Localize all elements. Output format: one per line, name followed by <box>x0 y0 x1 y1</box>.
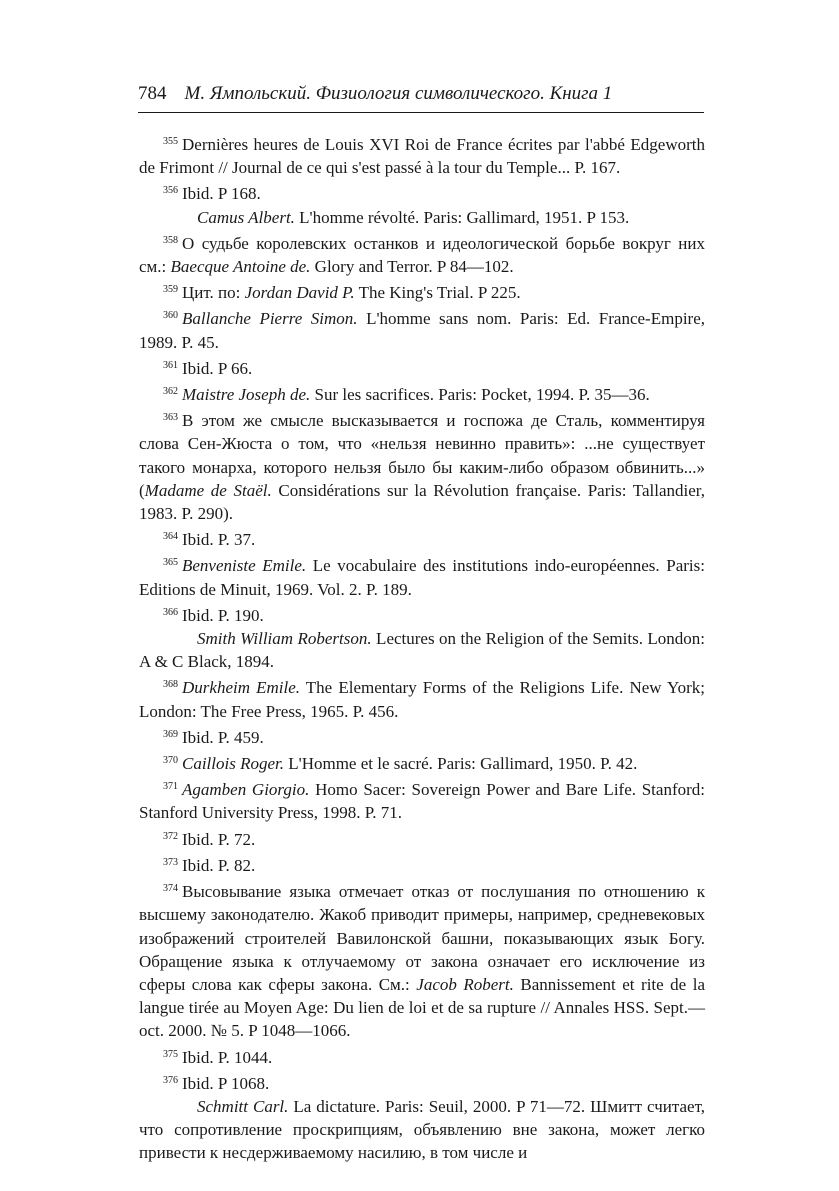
footnote <box>139 851 705 877</box>
footnote-number: 373 <box>163 856 178 868</box>
footnote-number: 361 <box>163 359 178 371</box>
footnote <box>139 406 705 525</box>
footnote-author: Caillois Roger. <box>182 754 285 774</box>
footnote-text: Bannissement et rite de la langue tirée au Moyen Age: Du lien de loi et de sa rupture // Annales HSS. Sept.—oct. 2000. № 5. P 1048—1066. <box>139 974 705 1041</box>
footnote-author: Schmitt Carl. <box>197 1096 289 1116</box>
footnote-text: Высовывание языка отмечает отказ от послушания по отношению к высшему законодателю. Жакоб приводит примеры, например, средневековых изображений строителей Вавилонской башни, показывающих язык Богу. Обращение языка к отлучаемому от закона означает его исключение из сферы слова как сферы закона. См.: <box>139 882 705 994</box>
footnote-author: Benveniste Emile. <box>182 556 307 576</box>
footnote <box>139 206 705 229</box>
footnote-number: 369 <box>163 728 178 740</box>
footnote-text: О судьбе королевских останков и идеологической борьбе вокруг них см.: <box>139 233 705 277</box>
footnote <box>139 551 705 600</box>
footnote-number: 358 <box>163 234 178 246</box>
footnotes-list <box>139 130 705 1165</box>
footnote-number: 359 <box>163 284 178 296</box>
footnote-text: Ibid. P 168. <box>182 184 261 204</box>
footnote <box>139 601 705 627</box>
footnote-text: The King's Trial. P 225. <box>354 283 521 303</box>
footnote <box>139 723 705 749</box>
footnote-text: Ibid. P. 72. <box>182 829 256 849</box>
footnote-text: L'homme sans nom. Paris: Ed. France-Empire, 1989. P. 45. <box>139 309 705 352</box>
footnote-author: Baecque Antoine de. <box>170 257 311 277</box>
footnote-text: Dernières heures de Louis XVI Roi de France écrites par l'abbé Edgeworth de Frimont // Journal de ce qui s'est passé à la tour du Temple... P. 167. <box>139 135 705 178</box>
footnote-text: Lectures on the Religion of the Semits. London: A & C Black, 1894. <box>139 629 706 672</box>
footnote <box>139 825 705 851</box>
footnote <box>139 627 705 673</box>
footnote-text: Sur les sacrifices. Paris: Pocket, 1994. P. 35—36. <box>310 385 650 405</box>
footnote-number: 355 <box>163 136 178 147</box>
footnote <box>139 354 705 380</box>
footnote-author: Jordan David P. <box>244 283 355 303</box>
footnote-author: Agamben Giorgio. <box>182 780 310 800</box>
footnote-number: 363 <box>163 412 178 424</box>
footnote <box>139 1095 705 1165</box>
footnote-text: Le vocabulaire des institutions indo-européennes. Paris: Editions de Minuit, 1969. Vol. 2. P. 189. <box>139 556 705 599</box>
footnote-text: Glory and Terror. P 84—102. <box>310 257 514 277</box>
footnote-number: 374 <box>163 883 178 895</box>
footnote-text: Ibid. P. 37. <box>182 530 256 550</box>
footnote-text: Ibid. P 66. <box>182 358 253 378</box>
footnote <box>139 130 705 179</box>
footnote-author: Durkheim Emile. <box>182 678 300 698</box>
footnote-text: Ibid. P. 190. <box>182 605 264 625</box>
footnote <box>139 749 705 775</box>
footnote <box>139 877 705 1042</box>
footnote-number: 362 <box>163 386 178 398</box>
footnote <box>139 304 705 353</box>
footnote-number: 365 <box>163 557 178 569</box>
footnote-number: 370 <box>163 755 178 767</box>
footnote-number: 364 <box>163 531 178 543</box>
footnote-number: 356 <box>163 185 178 197</box>
footnote-text: The Elementary Forms of the Religions Life. New York; London: The Free Press, 1965. P. 456. <box>139 678 705 721</box>
footnote-author: Ballanche Pierre Simon. <box>182 309 358 329</box>
footnote-text: Цит. по: <box>182 283 245 303</box>
footnote-text: La dictature. Paris: Seuil, 2000. P 71—72. Шмитт считает, что сопротивление проскрипциям, объявлению вне закона, может легко привести к несдерживаемому насилию, в том числе и <box>139 1096 705 1163</box>
footnote <box>139 179 705 205</box>
footnote-text: Ibid. P 1068. <box>182 1073 270 1093</box>
footnote-number: 371 <box>163 781 178 793</box>
footnote <box>139 525 705 551</box>
footnote <box>139 775 705 824</box>
footnote-author: Madame de Staël. <box>144 480 272 500</box>
footnote-text: L'homme révolté. Paris: Gallimard, 1951. P 153. <box>294 207 630 227</box>
footnote-number: 360 <box>163 310 178 322</box>
footnote-text: L'Homme et le sacré. Paris: Gallimard, 1950. P. 42. <box>284 754 638 774</box>
footnote-number: 376 <box>163 1074 178 1086</box>
footnote <box>139 1043 705 1069</box>
footnote-author: Camus Albert. <box>197 207 295 227</box>
footnote-number: 375 <box>163 1048 178 1060</box>
footnote-text: Ibid. P. 1044. <box>182 1047 273 1067</box>
running-header <box>138 82 704 113</box>
footnote-text: Ibid. P. 459. <box>182 727 264 747</box>
footnote-author: Jacob Robert. <box>416 974 514 994</box>
footnote <box>139 229 705 278</box>
footnote-text: Ibid. P. 82. <box>182 855 256 875</box>
footnote-number: 372 <box>163 830 178 842</box>
footnote-text: Considérations sur la Révolution française. Paris: Tallandier, 1983. P. 290). <box>139 480 705 524</box>
footnote <box>139 278 705 304</box>
footnote-author: Smith William Robertson. <box>197 629 372 649</box>
footnote-author: Maistre Joseph de. <box>182 385 311 405</box>
page-number: 784 <box>138 83 167 104</box>
footnote <box>139 1069 705 1095</box>
footnote-number: 368 <box>163 679 178 691</box>
footnote <box>139 380 705 406</box>
footnote-number: 366 <box>163 606 178 618</box>
running-title: М. Ямпольский. Физиология символического. Книга 1 <box>184 83 613 104</box>
footnote-text: Homo Sacer: Sovereign Power and Bare Life. Stanford: Stanford University Press, 1998. P. 71. <box>139 780 705 823</box>
footnote <box>139 673 705 722</box>
footnote-text: В этом же смысле высказывается и госпожа де Сталь, комментируя слова Сен-Жюста о том, что «нельзя невинно править»: ...не существует такого монарха, которого нельзя было бы каким-либо образом обвинить...» ( <box>139 411 705 500</box>
